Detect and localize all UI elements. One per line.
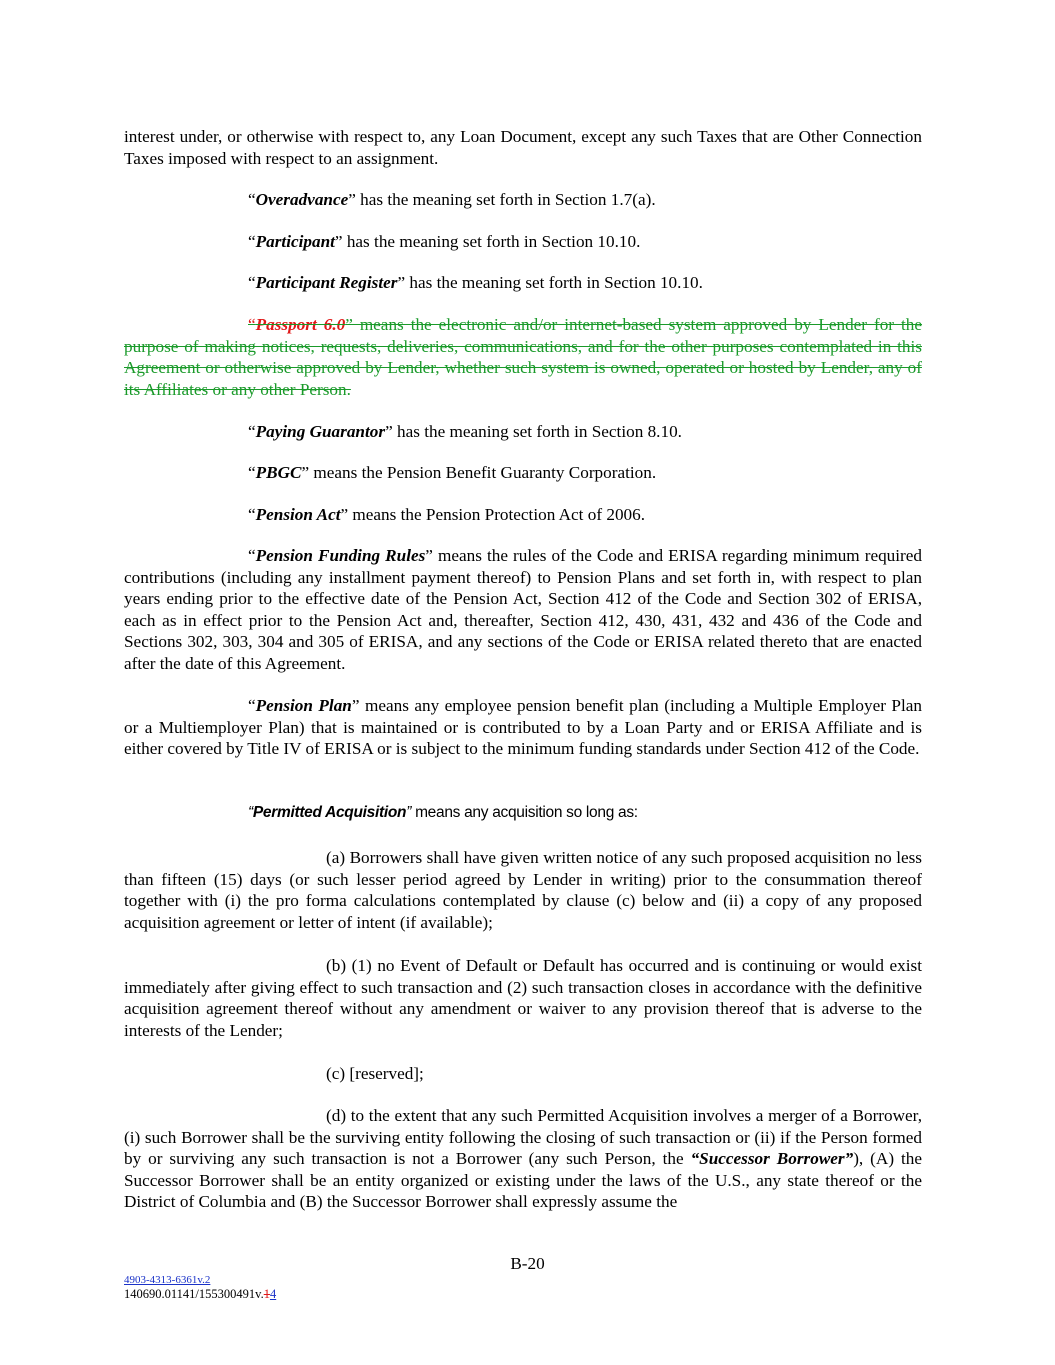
defined-term: Pension Act [255,505,341,524]
defined-term: Pension Plan [255,696,352,715]
intro-paragraph: interest under, or otherwise with respect to, any Loan Document, except any such Taxes that are Other Connection Taxes imposed with respect to an assignment. [124,127,922,168]
clause-c: (c) [reserved]; [326,1064,424,1083]
definition-pbgc: “PBGC” means the Pension Benefit Guaranty Corporation. [248,463,657,482]
definition-passport-deleted: “Passport 6.0” means the electronic and/or internet-based system approved by Lender for the purpose of making notices, requests, deliveries, communications, and for the other purposes contemplated in this Agreement or otherwise approved by Lender, whether such system is owned, operated or hosted by Lender, any of its Affiliates or any other Person. [124,315,922,399]
inserted-version: 4 [269,1287,277,1301]
definition-pension-act: “Pension Act” means the Pension Protection Act of 2006. [248,505,646,524]
defined-term: Paying Guarantor [255,422,386,441]
clause-a: (a) Borrowers shall have given written notice of any such proposed acquisition no less than fifteen (15) days (or such lesser period agreed by Lender in writing) prior to the consummation thereof together with (i) the pro forma calculations contemplated by clause (c) below and (ii) a copy of any proposed acquisition agreement or letter of intent (if available); [124,848,922,932]
definition-pension-funding-rules: “Pension Funding Rules” means the rules of the Code and ERISA regarding minimum required contributions (including any installment payment thereof) to Pension Plans and set forth in, with respect to plan years ending prior to the effective date of the Pension Act, Section 412 of the Code and Section 302 of ERISA, each as in effect prior to the Pension Act and, thereafter, Section 412, 430, 431, 432 and 436 of the Code and Sections 302, 303, 304 and 305 of ERISA, and any sections of the Code or ERISA related thereto that are enacted after the date of this Agreement. [124,546,922,673]
defined-term: PBGC [255,463,302,482]
clause-d: (d) to the extent that any such Permitted Acquisition involves a merger of a Borrower, (i) such Borrower shall be the surviving entity following the closing of such transaction or (ii) if the Person formed by or surviving any such transaction is not a Borrower (any such Person, the “Successor Borrower”), (A) the Successor Borrower shall be an entity organized or existing under the laws of the U.S., any state thereof or the District of Columbia and (B) the Successor Borrower shall expressly assume the [124,1106,922,1212]
document-reference: 140690.01141/155300491v.14 [124,1287,277,1301]
definition-participant-register: “Participant Register” has the meaning set forth in Section 10.10. [248,273,703,292]
clause-b: (b) (1) no Event of Default or Default has occurred and is continuing or would exist immediately after giving effect to such transaction and (2) such transaction closes in accordance with the definitive acquisition agreement thereof without any amendment or waiver to any provision thereof that is adverse to the interests of the Lender; [124,956,922,1040]
defined-term: Participant Register [255,273,398,292]
definition-permitted-acquisition: “Permitted Acquisition” means any acquisition so long as: [248,804,638,821]
defined-term: Permitted Acquisition [252,804,407,821]
defined-term: “Successor Borrower” [690,1149,854,1169]
definition-overadvance: “Overadvance” has the meaning set forth in Section 1.7(a). [248,190,656,209]
defined-term: Participant [255,232,335,251]
defined-term: Passport 6.0 [255,315,346,334]
definition-text: means any acquisition so long as: [411,804,638,821]
page-number: B-20 [510,1254,545,1273]
deleted-version: 1 [263,1287,270,1301]
document-id: 4903-4313-6361v.2 [124,1274,211,1286]
definition-participant: “Participant” has the meaning set forth in Section 10.10. [248,232,641,251]
defined-term: Overadvance [255,190,349,209]
definition-paying-guarantor: “Paying Guarantor” has the meaning set forth in Section 8.10. [248,422,682,441]
definition-pension-plan: “Pension Plan” means any employee pension benefit plan (including a Multiple Employer Plan or a Multiemployer Plan) that is maintained or is contributed to by a Loan Party and or ERISA Affiliate and is either covered by Title IV of ERISA or is subject to the minimum funding standards under Section 412 of the Code. [124,696,922,759]
defined-term: Pension Funding Rules [255,546,426,565]
